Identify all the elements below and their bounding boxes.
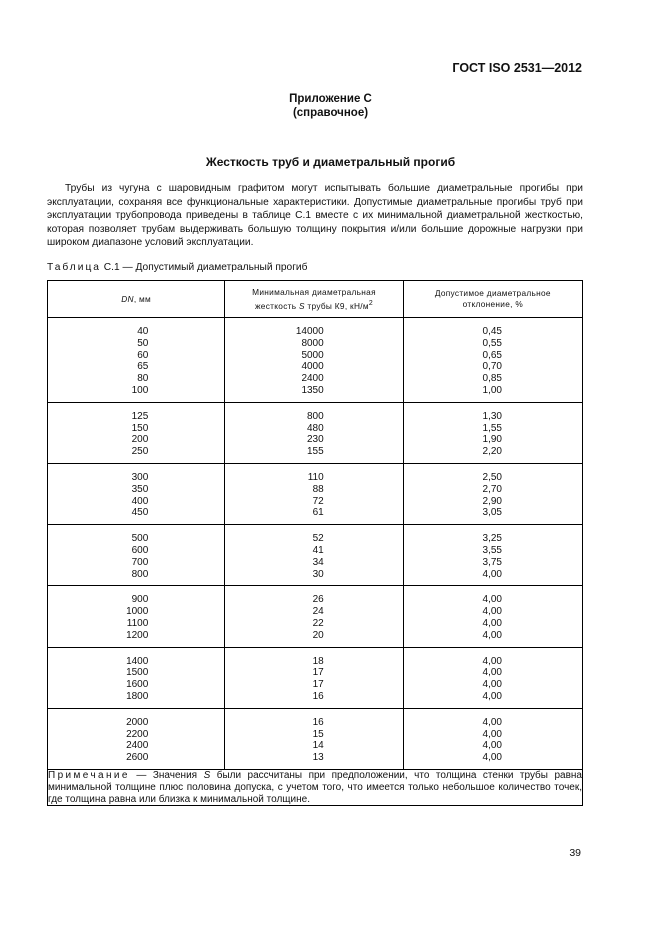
section-title: Жесткость труб и диаметральный прогиб	[205, 155, 456, 169]
header-dn-unit: , мм	[133, 293, 152, 304]
dn-value: 100	[131, 384, 149, 396]
dn-value: 2000	[126, 716, 149, 728]
standard-code: ГОСТ ISO 2531—2012	[452, 61, 582, 75]
stiffness-value: 17	[312, 667, 324, 679]
deflection-value: 1,30	[482, 410, 502, 422]
deflection-value: 3,25	[482, 533, 502, 545]
deflection-value-cell	[403, 525, 582, 586]
deflection-value-cell	[403, 647, 582, 708]
deflection-value: 4,00	[482, 740, 502, 752]
stiffness-value: 61	[312, 507, 324, 519]
header-stiffness-post: трубы К9, кН/м	[304, 300, 369, 311]
header-deflection	[403, 281, 582, 318]
stiffness-value: 22	[312, 617, 324, 629]
deflection-value: 4,00	[482, 728, 502, 740]
dn-value: 800	[131, 568, 149, 580]
deflection-value: 2,50	[482, 471, 502, 483]
stiffness-value-cell	[225, 708, 403, 769]
deflection-value: 2,90	[482, 495, 502, 507]
note-text: были рассчитаны при предположении, что толщина стенки трубы равна минимальной толщине плюс половина допуска, с учетом того, что имеется только небольшое количество точек, где толщина равна или близка к минимальной толщине.	[48, 769, 582, 805]
dn-value: 2400	[126, 740, 149, 752]
dn-value: 2200	[126, 728, 149, 740]
deflection-value: 3,05	[482, 507, 502, 519]
dn-value: 700	[131, 556, 149, 568]
dn-value: 40	[137, 326, 149, 337]
dn-value: 1600	[126, 679, 149, 691]
header-deflection-line2: отклонение, %	[462, 299, 524, 309]
dn-value: 1400	[126, 655, 149, 667]
table-body	[48, 318, 583, 770]
table-caption-text: — Допустимый диаметральный прогиб	[122, 262, 308, 273]
stiffness-value-cell	[225, 318, 403, 403]
dn-value: 1800	[126, 690, 149, 702]
dn-value: 500	[131, 533, 149, 545]
stiffness-value: 800	[307, 410, 324, 422]
deflection-value: 4,00	[482, 568, 502, 580]
table-caption-number: С.1	[103, 262, 120, 273]
dn-value: 150	[131, 422, 149, 434]
stiffness-value-cell	[225, 525, 403, 586]
dn-value: 1100	[126, 617, 149, 629]
deflection-value: 4,00	[482, 594, 502, 606]
stiffness-value: 17	[312, 679, 324, 691]
deflection-value: 0,65	[482, 349, 502, 361]
body-paragraph: Трубы из чугуна с шаровидным графитом могут испытывать большие диаметральные прогибы при эксплуатации, сохраняя все функциональные характеристики. Допустимые диаметральные прогибы труб при эксплуатации трубопровода приведены в таблице С.1 вместе с их минимальной диаметральной жесткостью, которая позволяет трубам выдерживать большую толщину покрытия и/или большие дорожные нагрузки при широком диапазоне условий эксплуатации.	[47, 183, 583, 248]
stiffness-value: 16	[312, 690, 324, 702]
deflection-value: 4,00	[482, 667, 502, 679]
dn-value: 350	[131, 483, 149, 495]
deflection-value: 4,00	[482, 679, 502, 691]
dn-value: 125	[131, 410, 149, 422]
stiffness-value: 15	[312, 728, 324, 740]
table-row-group	[48, 318, 583, 403]
deflection-value: 0,45	[482, 326, 502, 337]
stiffness-value: 34	[312, 556, 324, 568]
stiffness-value: 2400	[301, 373, 324, 385]
table-note	[48, 769, 583, 805]
stiffness-value: 8000	[301, 337, 324, 349]
deflection-value: 1,55	[482, 422, 502, 434]
header-stiffness-pre: жесткость	[254, 300, 299, 311]
header-dn	[48, 281, 225, 318]
page-number: 39	[569, 847, 581, 859]
header-deflection-line1: Допустимое диаметральное	[434, 288, 551, 298]
deflection-value: 4,00	[482, 629, 502, 641]
annex-heading	[0, 92, 661, 120]
note-dash: — Значения	[129, 769, 204, 781]
deflection-value-cell	[403, 463, 582, 524]
deflection-value: 0,70	[482, 361, 502, 373]
stiffness-value-cell	[225, 586, 403, 647]
header-stiffness-line1: Минимальная диаметральная	[252, 286, 376, 297]
dn-value: 60	[137, 349, 149, 361]
dn-value-cell	[48, 647, 225, 708]
table-row-group	[48, 647, 583, 708]
table-row-group	[48, 708, 583, 769]
table-caption-label: Таблица	[47, 262, 101, 273]
stiffness-value: 13	[312, 752, 324, 764]
dn-value: 900	[131, 594, 149, 606]
deflection-value: 2,20	[482, 446, 502, 458]
stiffness-value: 24	[312, 606, 324, 618]
stiffness-value: 88	[312, 483, 324, 495]
deflection-value: 3,55	[482, 544, 502, 556]
stiffness-value: 14000	[295, 326, 324, 337]
stiffness-value: 41	[312, 544, 324, 556]
dn-value-cell	[48, 402, 225, 463]
table-row-group	[48, 525, 583, 586]
stiffness-value: 4000	[301, 361, 324, 373]
table-header-row	[48, 281, 583, 318]
dn-value: 600	[131, 544, 149, 556]
deflection-value: 2,70	[482, 483, 502, 495]
stiffness-value: 72	[312, 495, 324, 507]
deflection-value: 4,00	[482, 752, 502, 764]
stiffness-value: 230	[307, 434, 324, 446]
deflection-value-cell	[403, 586, 582, 647]
stiffness-value: 110	[307, 471, 324, 483]
stiffness-value: 26	[312, 594, 324, 606]
deflection-value: 1,00	[482, 384, 502, 396]
deflection-value-cell	[403, 708, 582, 769]
stiffness-value: 18	[312, 655, 324, 667]
dn-value: 400	[131, 495, 149, 507]
table-row-group	[48, 402, 583, 463]
deflection-value: 4,00	[482, 606, 502, 618]
stiffness-value-cell	[225, 647, 403, 708]
dn-value-cell	[48, 586, 225, 647]
stiffness-value: 14	[312, 740, 324, 752]
dn-value: 250	[131, 446, 149, 458]
note-var: S	[203, 769, 211, 781]
header-dn-var: DN	[121, 293, 134, 304]
dn-value: 2600	[126, 752, 149, 764]
deflection-value: 4,00	[482, 716, 502, 728]
table-note-row	[48, 769, 583, 805]
dn-value: 200	[131, 434, 149, 446]
stiffness-value: 5000	[301, 349, 324, 361]
table-row-group	[48, 586, 583, 647]
deflection-value: 3,75	[482, 556, 502, 568]
dn-value: 300	[131, 471, 149, 483]
deflection-value: 4,00	[482, 655, 502, 667]
annex-subtitle: (справочное)	[292, 107, 369, 119]
deflection-value: 0,85	[482, 373, 502, 385]
dn-value-cell	[48, 463, 225, 524]
stiffness-value: 30	[312, 568, 324, 580]
dn-value-cell	[48, 708, 225, 769]
note-label: Примечание	[48, 769, 130, 781]
dn-value: 65	[137, 361, 149, 373]
stiffness-value: 1350	[301, 384, 324, 396]
dn-value: 80	[137, 373, 149, 385]
annex-title: Приложение С	[289, 93, 372, 105]
deflection-value-cell	[403, 402, 582, 463]
dn-value: 1000	[126, 606, 149, 618]
dn-value: 1500	[126, 667, 149, 679]
dn-value-cell	[48, 525, 225, 586]
stiffness-value: 480	[307, 422, 324, 434]
stiffness-value: 155	[307, 446, 324, 458]
dn-value: 450	[131, 507, 149, 519]
table-row-group	[48, 463, 583, 524]
deflection-value: 0,55	[482, 337, 502, 349]
deflection-value: 1,90	[482, 434, 502, 446]
table-caption	[47, 262, 307, 273]
stiffness-value: 20	[312, 629, 324, 641]
stiffness-value-cell	[225, 402, 403, 463]
deflection-value-cell	[403, 318, 582, 403]
dn-value: 1200	[126, 629, 149, 641]
dn-value-cell	[48, 318, 225, 403]
header-stiffness-var: S	[298, 300, 305, 311]
header-stiffness-sup: 2	[368, 299, 374, 307]
deflection-value: 4,00	[482, 690, 502, 702]
header-stiffness	[225, 281, 403, 318]
deflection-table	[47, 280, 583, 806]
deflection-value: 4,00	[482, 617, 502, 629]
stiffness-value: 52	[312, 533, 324, 545]
stiffness-value: 16	[312, 716, 324, 728]
dn-value: 50	[137, 337, 149, 349]
stiffness-value-cell	[225, 463, 403, 524]
